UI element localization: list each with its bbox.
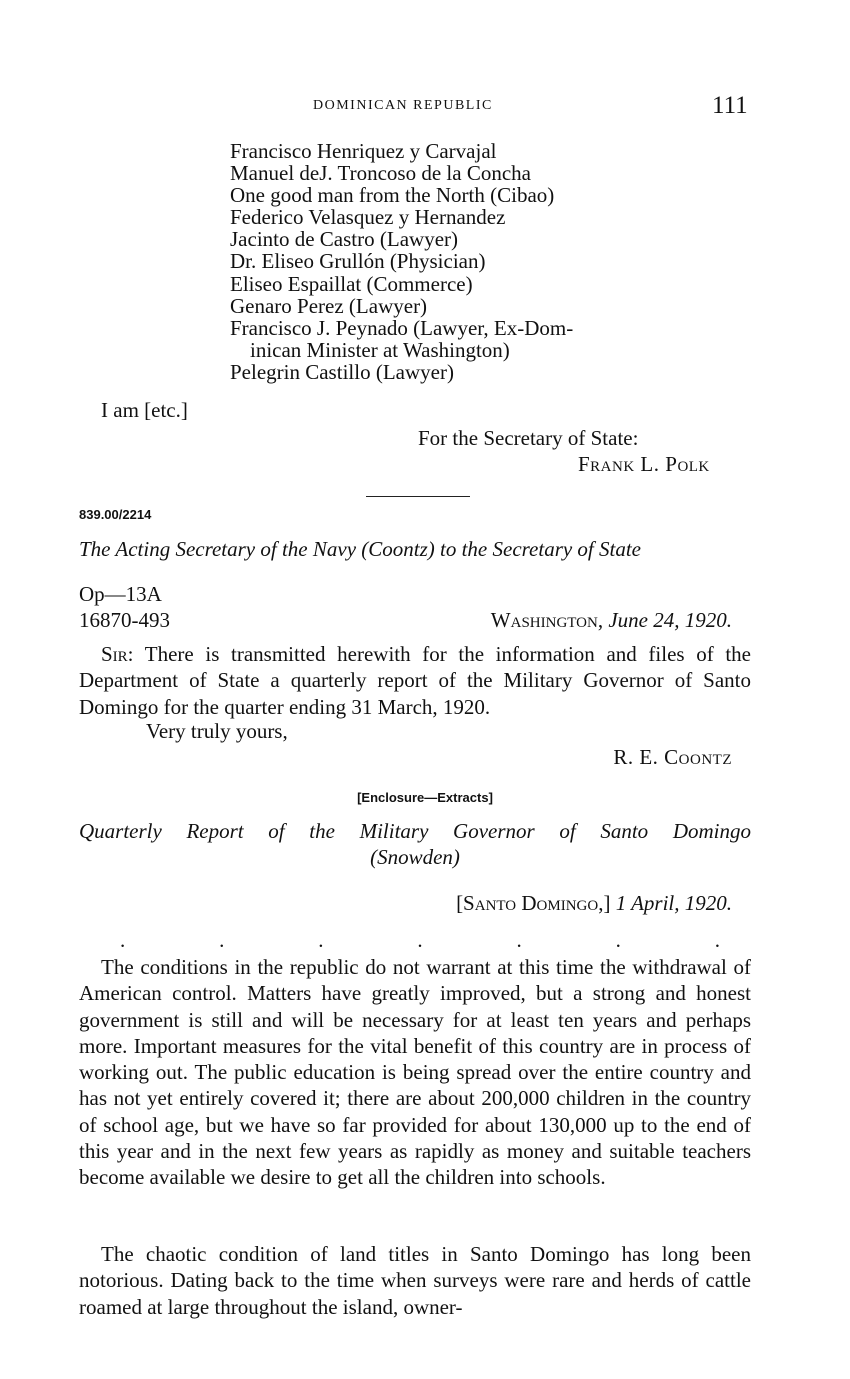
- names-list: [230, 140, 573, 383]
- signature-name: Frank L. Polk: [578, 452, 710, 476]
- letter-body-text: There is transmitted herewith for the information and files of the Department of State a quarterly report of the Military Governor of Santo Domingo for the quarter ending 31 March, 1920.: [79, 642, 751, 719]
- names-list-item: Genaro Perez (Lawyer): [230, 293, 428, 318]
- report-paragraph: The chaotic condition of land titles in Santo Domingo has long been notorious. Dating back to the time when surveys were rare and herds of cattle roamed at large throughout the island, owner-: [79, 1242, 751, 1319]
- closing-line: I am [etc.]: [101, 398, 188, 422]
- report-title: [79, 818, 751, 870]
- running-title: DOMINICAN REPUBLIC: [313, 98, 493, 113]
- names-list-item: Pelegrin Castillo (Lawyer): [230, 359, 454, 384]
- section-divider: [366, 496, 470, 497]
- reference-code: Op—13A: [79, 582, 162, 606]
- report-date: 1 April, 1920.: [615, 891, 732, 915]
- report-title-line: Quarterly Report of the Military Governor of Santo Domingo: [79, 819, 751, 843]
- names-list-item: Federico Velasquez y Hernandez: [230, 205, 506, 230]
- sender-name: R. E. Coontz: [613, 745, 732, 769]
- names-list-item-continuation: inican Minister at Washington): [250, 337, 510, 362]
- names-list-item: Francisco J. Peynado (Lawyer, Ex-Dom-: [230, 315, 574, 340]
- report-dateline: [456, 891, 732, 916]
- ellipsis-dot: .: [615, 928, 621, 952]
- document-title: The Acting Secretary of the Navy (Coontz) to the Secretary of State: [79, 537, 642, 561]
- ellipsis-dot: .: [120, 928, 126, 952]
- omission-ellipsis: [120, 928, 720, 953]
- ellipsis-dot: .: [417, 928, 423, 952]
- ellipsis-dot: .: [318, 928, 324, 952]
- names-list-item: Eliseo Espaillat (Commerce): [230, 271, 473, 296]
- report-title-author: (Snowden): [370, 845, 460, 869]
- salutation-label: Sir:: [101, 642, 134, 666]
- signature-label: For the Secretary of State:: [418, 426, 639, 450]
- names-list-item: Jacinto de Castro (Lawyer): [230, 227, 458, 252]
- names-list-item: Dr. Eliseo Grullón (Physician): [230, 249, 486, 274]
- ellipsis-dot: .: [219, 928, 225, 952]
- ellipsis-dot: .: [516, 928, 522, 952]
- names-list-item: One good man from the North (Cibao): [230, 183, 555, 208]
- ellipsis-dot: .: [714, 928, 720, 952]
- letter-body: [79, 641, 751, 720]
- report-paragraph: The conditions in the republic do not warrant at this time the withdrawal of American control. Matters have greatly improved, but a strong and honest government is still and will be necessary for at least ten years and perhaps more. Important measures for the vital benefit of this country are in process of working out. The public education is being spread over the entire country and has not yet entirely covered it; there are about 200,000 children in the country of school age, but we have so far provided for about 130,000 up to the end of this year and in the next few years as rapidly as money and suitable teachers become available we desire to get all the children into schools.: [79, 955, 751, 1190]
- dateline-date: June 24, 1920.: [608, 608, 732, 632]
- dateline: [491, 608, 732, 633]
- page-number: 111: [712, 92, 748, 119]
- running-head: [0, 92, 850, 120]
- report-place: [Santo Domingo,]: [456, 891, 611, 915]
- complimentary-close: Very truly yours,: [146, 719, 288, 743]
- names-list-item: Francisco Henriquez y Carvajal: [230, 139, 497, 163]
- reference-number: 16870-493: [79, 608, 170, 632]
- dateline-place: Washington,: [490, 608, 604, 632]
- file-number: 839.00/2214: [79, 507, 152, 522]
- names-list-item: Manuel deJ. Troncoso de la Concha: [230, 161, 531, 186]
- enclosure-label: [Enclosure—Extracts]: [357, 790, 493, 805]
